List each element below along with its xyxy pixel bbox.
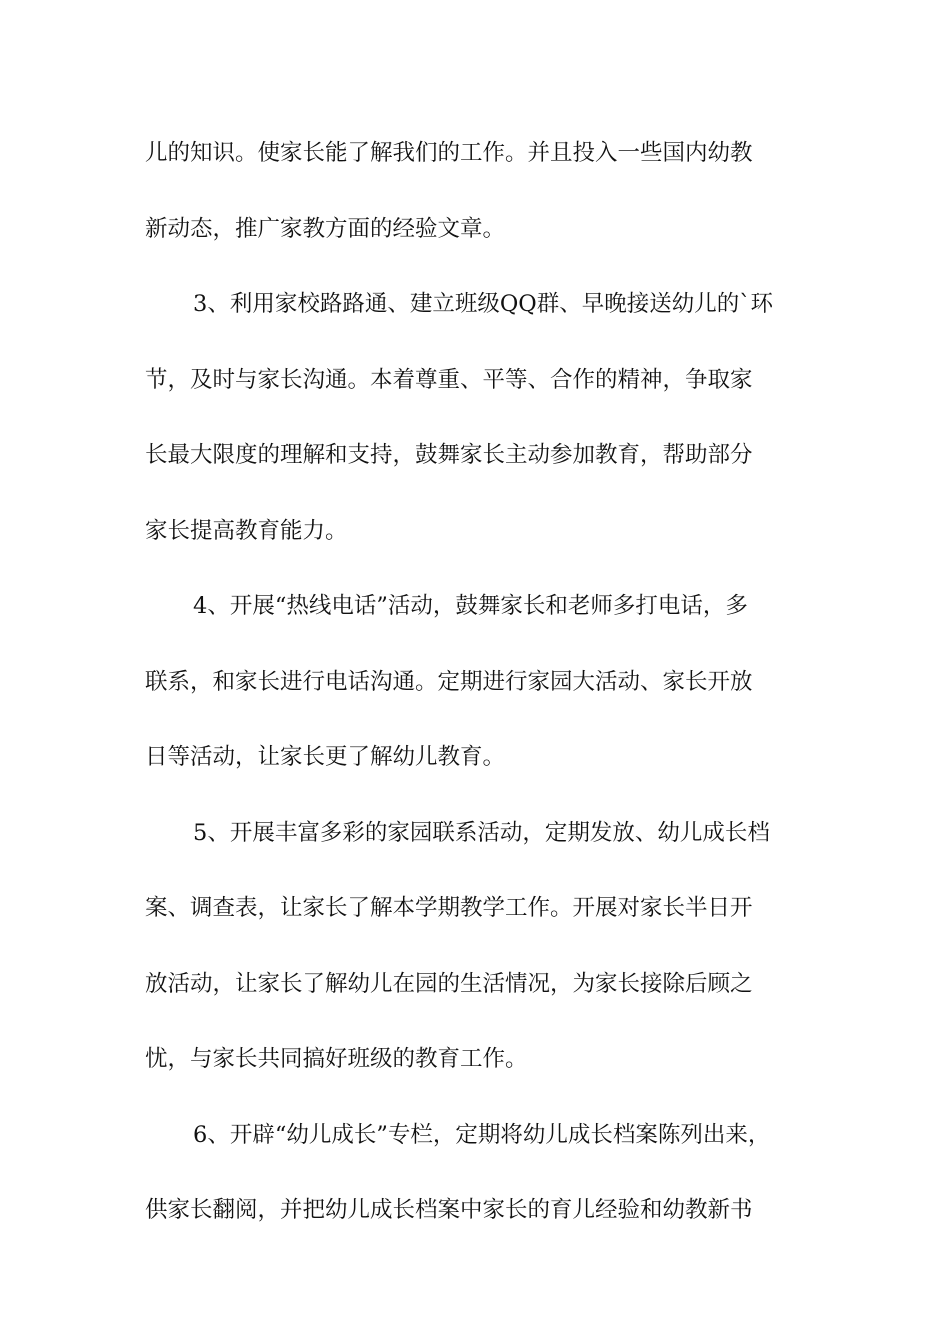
document-body	[145, 131, 815, 1264]
paragraph-4-start: 4、开展“热线电话”活动，鼓舞家长和老师多打电话，多	[193, 593, 748, 619]
paragraph-3-start: 3、利用家校路路通、建立班级QQ群、早晚接送幼儿的`环	[193, 291, 773, 317]
text-line: 新动态，推广家教方面的经验文章。	[145, 215, 506, 242]
text-line: 儿的知识。使家长能了解我们的工作。并且投入一些国内幼教	[145, 140, 753, 166]
text-line: 供家长翻阅，并把幼儿成长档案中家长的育儿经验和幼教新书	[145, 1197, 753, 1223]
text-line: 忧，与家长共同搞好班级的教育工作。	[145, 1046, 528, 1072]
paragraph-5-start: 5、开展丰富多彩的家园联系活动，定期发放、幼儿成长档	[193, 819, 770, 846]
text-line: 节，及时与家长沟通。本着尊重、平等、合作的精神，争取家	[145, 366, 753, 393]
text-line: 放活动，让家长了解幼儿在园的生活情况，为家长接除后顾之	[145, 970, 753, 997]
paragraph-6-start: 6、开辟“幼儿成长”专栏，定期将幼儿成长档案陈列出来，	[193, 1121, 771, 1148]
text-line: 家长提高教育能力。	[145, 517, 348, 544]
text-line: 长最大限度的理解和支持，鼓舞家长主动参加教育，帮助部分	[145, 442, 753, 468]
text-line: 联系，和家长进行电话沟通。定期进行家园大活动、家长开放	[145, 668, 753, 695]
text-line: 日等活动，让家长更了解幼儿教育。	[145, 744, 506, 770]
text-line: 案、调查表，让家长了解本学期教学工作。开展对家长半日开	[145, 895, 753, 921]
